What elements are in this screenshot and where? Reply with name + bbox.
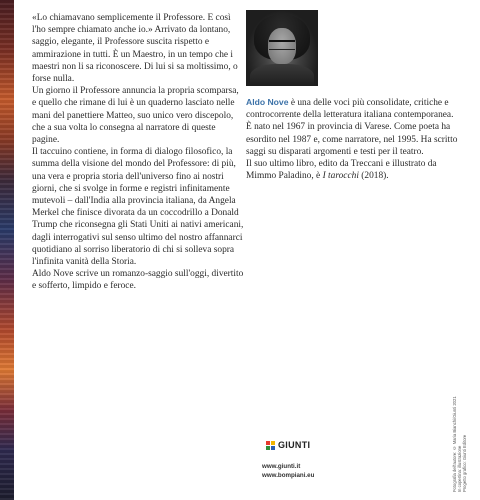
blurb-paragraph: «Lo chiamavano semplicemente il Professore. E così l'ho sempre chiamato anche io.» Arrivato da lontano, saggio, elegante, il Professore suscita rispetto e ammirazione in tutti. È un Maestro, in un tempo che i maestri non li sa riconoscere. Di lui si sa moltissimo, o forse nulla. [32,13,238,85]
blurb-paragraph: Un giorno il Professore annuncia la propria scomparsa, e quello che rimane di lui è un quaderno lasciato nelle mani del panettiere Matteo, suo unico vero discepolo, che a sua volta lo consegna al narratore di queste pagine. [32,86,239,146]
credit-line: Progetto grafico: Giunti Editore [462,434,467,492]
book-title: I tarocchi [322,171,359,182]
website-link[interactable]: www.bompiani.eu [262,472,315,479]
credit-line: In copertina: illustrazione [457,445,462,492]
author-name: Aldo Nove [246,97,289,107]
author-bio-text: (2018). [358,171,389,182]
publisher-name: GIUNTI [278,440,311,450]
credit-line: Fotografia dell'autore: © Maria Bianchi/Giunti 2021 [452,396,457,492]
blurb-paragraph: Aldo Nove scrive un romanzo-saggio sull'oggi, divertito e sofferto, limpido e feroce. [32,269,244,292]
cover-art-strip [0,0,14,500]
giunti-logo-icon [266,441,275,450]
credits [452,382,476,492]
publisher-logo [266,440,310,450]
author-bio-text: è una delle voci più consolidate, critiche e controcorrente della letteratura italiana contemporanea. È nato nel 1967 in provincia di Varese. Come poeta ha esordito nel 1987 e, come narratore, nel 1995. Ha scritto saggi su disparati argomenti e testi per il teatro. [246,98,458,157]
blurb-column [32,12,244,293]
blurb-paragraph: Il taccuino contiene, in forma di dialogo filosofico, la summa della visione del mondo del Professore: di più, una vera e propria storia dell'universo fino ai nostri giorni, che si svolge in forme e registri infinitamente mutevoli – dall'India alla provincia italiana, da Angela Merkel che finisce divorata da un coccodrillo a Donald Trump che riconsegna gli Stati Uniti ai nativi americani, dagli interrogativi sul senso ultimo del nostro affannarci quotidiano al sorriso liberatorio di chi si solleva sopra l'infinita vanità della Storia. [32,147,244,268]
author-photo [246,10,318,86]
publisher-websites [262,462,314,480]
author-bio-paragraph [246,96,460,158]
author-bio-paragraph [246,158,460,182]
website-link[interactable]: www.giunti.it [262,463,301,470]
author-bio-text: Il suo ultimo libro, edito da Treccani e illustrato da Mimmo Paladino, è [246,159,437,182]
author-bio [246,96,460,182]
